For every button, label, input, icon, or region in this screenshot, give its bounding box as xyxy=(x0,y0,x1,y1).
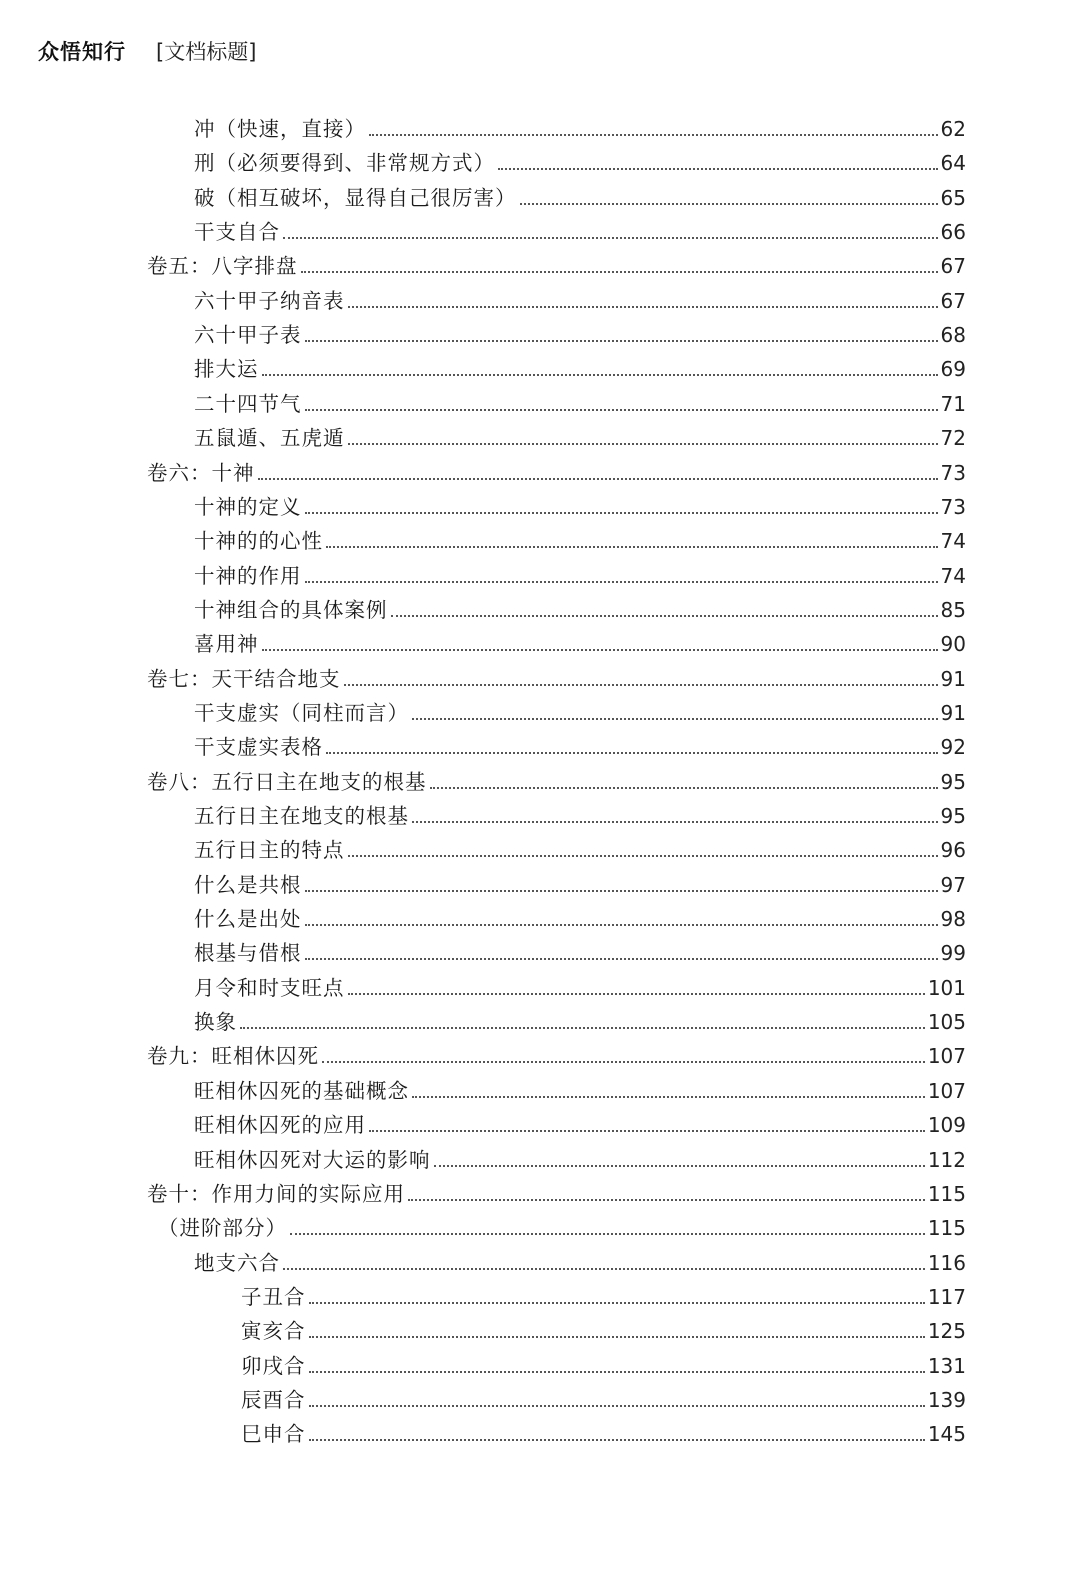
toc-dot-leader xyxy=(412,821,938,823)
toc-entry-page-number: 65 xyxy=(940,185,966,210)
toc-entry-title: 卷八：五行日主在地支的根基 xyxy=(147,769,427,794)
toc-dot-leader xyxy=(283,1268,925,1270)
toc-entry[interactable] xyxy=(241,1383,966,1417)
toc-dot-leader xyxy=(369,1130,925,1132)
toc-dot-leader xyxy=(348,306,938,308)
toc-entry-title: 寅亥合 xyxy=(241,1319,306,1344)
toc-dot-leader xyxy=(305,340,938,342)
toc-entry-page-number: 72 xyxy=(940,426,966,451)
page-header xyxy=(38,34,256,68)
toc-dot-leader xyxy=(348,855,938,857)
toc-entry-page-number: 66 xyxy=(940,220,966,245)
toc-entry-page-number: 131 xyxy=(927,1353,966,1378)
toc-entry-page-number: 69 xyxy=(940,357,966,382)
toc-entry[interactable] xyxy=(194,1005,966,1039)
toc-dot-leader xyxy=(369,134,938,136)
toc-entry[interactable] xyxy=(194,352,966,386)
toc-dot-leader xyxy=(408,1199,925,1201)
toc-entry-title: 刑（必须要得到、非常规方式） xyxy=(194,151,495,176)
toc-dot-leader xyxy=(290,1233,925,1235)
toc-dot-leader xyxy=(326,752,938,754)
toc-entry-title: 什么是共根 xyxy=(194,872,302,897)
toc-entry[interactable] xyxy=(147,765,966,799)
toc-entry-page-number: 107 xyxy=(927,1044,966,1069)
toc-entry-title: 干支虚实（同柱而言） xyxy=(194,700,409,725)
toc-entry-title: 六十甲子表 xyxy=(194,323,302,348)
toc-entry[interactable] xyxy=(194,524,966,558)
toc-dot-leader xyxy=(434,1165,925,1167)
toc-entry[interactable] xyxy=(194,181,966,215)
toc-entry-page-number: 71 xyxy=(940,391,966,416)
toc-entry-page-number: 101 xyxy=(927,975,966,1000)
toc-entry[interactable] xyxy=(147,456,966,490)
toc-entry[interactable] xyxy=(194,284,966,318)
toc-entry[interactable] xyxy=(241,1417,966,1451)
toc-dot-leader xyxy=(305,924,938,926)
toc-entry-title: 干支自合 xyxy=(194,220,280,245)
toc-entry-page-number: 97 xyxy=(940,872,966,897)
toc-entry-title: 卷七：天干结合地支 xyxy=(147,666,341,691)
toc-entry-title: 卷六：十神 xyxy=(147,460,255,485)
toc-entry-page-number: 105 xyxy=(927,1010,966,1035)
toc-entry[interactable] xyxy=(194,387,966,421)
toc-dot-leader xyxy=(305,512,938,514)
toc-entry[interactable] xyxy=(241,1349,966,1383)
toc-dot-leader xyxy=(305,958,938,960)
toc-entry[interactable] xyxy=(194,1246,966,1280)
toc-entry-title: 旺相休囚死的基础概念 xyxy=(194,1078,409,1103)
toc-entry-title: 十神组合的具体案例 xyxy=(194,597,388,622)
toc-dot-leader xyxy=(391,615,938,617)
toc-entry[interactable] xyxy=(194,627,966,661)
toc-entry-title: 冲（快速，直接） xyxy=(194,117,366,141)
toc-entry[interactable] xyxy=(241,1280,966,1314)
toc-entry[interactable] xyxy=(147,1177,966,1211)
toc-entry-title: 巳申合 xyxy=(241,1422,306,1447)
toc-entry-page-number: 62 xyxy=(940,117,966,141)
toc-entry-page-number: 90 xyxy=(940,632,966,657)
toc-dot-leader xyxy=(283,237,938,239)
toc-entry[interactable] xyxy=(194,318,966,352)
toc-entry-page-number: 145 xyxy=(927,1422,966,1447)
toc-entry-title: 排大运 xyxy=(194,357,259,382)
toc-dot-leader xyxy=(262,649,938,651)
toc-entry-title: 卯戌合 xyxy=(241,1353,306,1378)
toc-entry[interactable] xyxy=(194,490,966,524)
toc-entry-title: 干支虚实表格 xyxy=(194,735,323,760)
toc-entry[interactable] xyxy=(147,249,966,283)
toc-entry[interactable] xyxy=(194,799,966,833)
toc-entry[interactable] xyxy=(194,902,966,936)
toc-entry[interactable] xyxy=(194,559,966,593)
toc-entry[interactable] xyxy=(194,1108,966,1142)
toc-entry-page-number: 125 xyxy=(927,1319,966,1344)
toc-dot-leader xyxy=(301,271,938,273)
toc-entry-title: 喜用神 xyxy=(194,632,259,657)
toc-entry-page-number: 96 xyxy=(940,838,966,863)
toc-entry-title: 换象 xyxy=(194,1010,237,1035)
toc-entry[interactable] xyxy=(147,662,966,696)
toc-entry[interactable] xyxy=(194,421,966,455)
toc-dot-leader xyxy=(326,546,938,548)
toc-dot-leader xyxy=(309,1371,925,1373)
toc-dot-leader xyxy=(430,787,938,789)
toc-entry-title: 卷九：旺相休囚死 xyxy=(147,1044,319,1069)
toc-entry-page-number: 109 xyxy=(927,1113,966,1138)
toc-entry-page-number: 116 xyxy=(927,1250,966,1275)
toc-entry-title: 六十甲子纳音表 xyxy=(194,288,345,313)
toc-entry-page-number: 107 xyxy=(927,1078,966,1103)
toc-entry-page-number: 73 xyxy=(940,460,966,485)
toc-entry-title: 十神的作用 xyxy=(194,563,302,588)
toc-dot-leader xyxy=(322,1061,925,1063)
toc-entry-title: 月令和时支旺点 xyxy=(194,975,345,1000)
toc-entry-title: 十神的的心性 xyxy=(194,529,323,554)
toc-dot-leader xyxy=(258,478,938,480)
toc-dot-leader xyxy=(305,409,938,411)
document-title: [文档标题] xyxy=(156,40,257,64)
toc-entry-page-number: 95 xyxy=(940,769,966,794)
toc-dot-leader xyxy=(240,1027,925,1029)
toc-entry-page-number: 115 xyxy=(927,1216,966,1241)
toc-entry-page-number: 64 xyxy=(940,151,966,176)
toc-entry[interactable] xyxy=(194,696,966,730)
toc-entry-title: 五鼠遁、五虎遁 xyxy=(194,426,345,451)
toc-dot-leader xyxy=(262,374,938,376)
toc-entry-title: 辰酉合 xyxy=(241,1387,306,1412)
toc-entry-title: 五行日主的特点 xyxy=(194,838,345,863)
toc-entry-page-number: 117 xyxy=(927,1284,966,1309)
toc-dot-leader xyxy=(309,1336,925,1338)
toc-entry-page-number: 91 xyxy=(940,666,966,691)
toc-entry-title: 旺相休囚死对大运的影响 xyxy=(194,1147,431,1172)
toc-entry[interactable] xyxy=(194,936,966,970)
toc-dot-leader xyxy=(344,684,938,686)
toc-dot-leader xyxy=(305,581,938,583)
toc-entry[interactable] xyxy=(194,215,966,249)
toc-entry[interactable] xyxy=(194,146,966,180)
toc-entry[interactable] xyxy=(194,593,966,627)
toc-entry-page-number: 74 xyxy=(940,563,966,588)
toc-entry-title: 什么是出处 xyxy=(194,907,302,932)
toc-entry-page-number: 74 xyxy=(940,529,966,554)
toc-entry-title: 旺相休囚死的应用 xyxy=(194,1113,366,1138)
toc-dot-leader xyxy=(520,203,938,205)
toc-dot-leader xyxy=(309,1405,925,1407)
toc-entry[interactable] xyxy=(241,1314,966,1348)
toc-entry-title: 卷十：作用力间的实际应用 xyxy=(147,1181,405,1206)
toc-dot-leader xyxy=(412,1096,925,1098)
toc-entry-title: 卷五：八字排盘 xyxy=(147,254,298,279)
toc-entry-title: 根基与借根 xyxy=(194,941,302,966)
toc-dot-leader xyxy=(348,993,925,995)
toc-entry-title: 子丑合 xyxy=(241,1284,306,1309)
toc-entry-page-number: 112 xyxy=(927,1147,966,1172)
toc-entry-page-number: 67 xyxy=(940,288,966,313)
toc-entry-page-number: 139 xyxy=(927,1387,966,1412)
toc-dot-leader xyxy=(309,1439,925,1441)
toc-entry[interactable] xyxy=(194,112,966,146)
brand-title: 众悟知行 xyxy=(38,39,126,64)
toc-entry-title: 二十四节气 xyxy=(194,391,302,416)
toc-entry-page-number: 115 xyxy=(927,1181,966,1206)
toc-dot-leader xyxy=(348,443,938,445)
toc-entry[interactable] xyxy=(194,1143,966,1177)
toc-entry[interactable] xyxy=(194,833,966,867)
toc-entry-page-number: 73 xyxy=(940,494,966,519)
toc-entry-title: 地支六合 xyxy=(194,1250,280,1275)
toc-entry-page-number: 85 xyxy=(940,597,966,622)
toc-entry-title: 五行日主在地支的根基 xyxy=(194,804,409,828)
toc-entry-page-number: 91 xyxy=(940,700,966,725)
toc-entry[interactable] xyxy=(194,971,966,1005)
toc-entry-page-number: 92 xyxy=(940,735,966,760)
toc-dot-leader xyxy=(498,168,938,170)
toc-entry[interactable] xyxy=(194,868,966,902)
toc-dot-leader xyxy=(305,890,938,892)
toc-entry-title: 十神的定义 xyxy=(194,494,302,519)
toc-entry-page-number: 67 xyxy=(940,254,966,279)
toc-entry-title: （进阶部分） xyxy=(158,1216,287,1241)
toc-dot-leader xyxy=(309,1302,925,1304)
toc-entry-page-number: 98 xyxy=(940,907,966,932)
toc-entry[interactable] xyxy=(147,1039,966,1073)
toc-entry-page-number: 99 xyxy=(940,941,966,966)
toc-entry[interactable] xyxy=(158,1211,966,1245)
toc-dot-leader xyxy=(412,718,938,720)
toc-entry-title: 破（相互破坏，显得自己很厉害） xyxy=(194,185,517,210)
toc-entry[interactable] xyxy=(194,1074,966,1108)
toc-entry[interactable] xyxy=(194,730,966,764)
toc-entry-page-number: 95 xyxy=(940,804,966,828)
toc-entry-page-number: 68 xyxy=(940,323,966,348)
